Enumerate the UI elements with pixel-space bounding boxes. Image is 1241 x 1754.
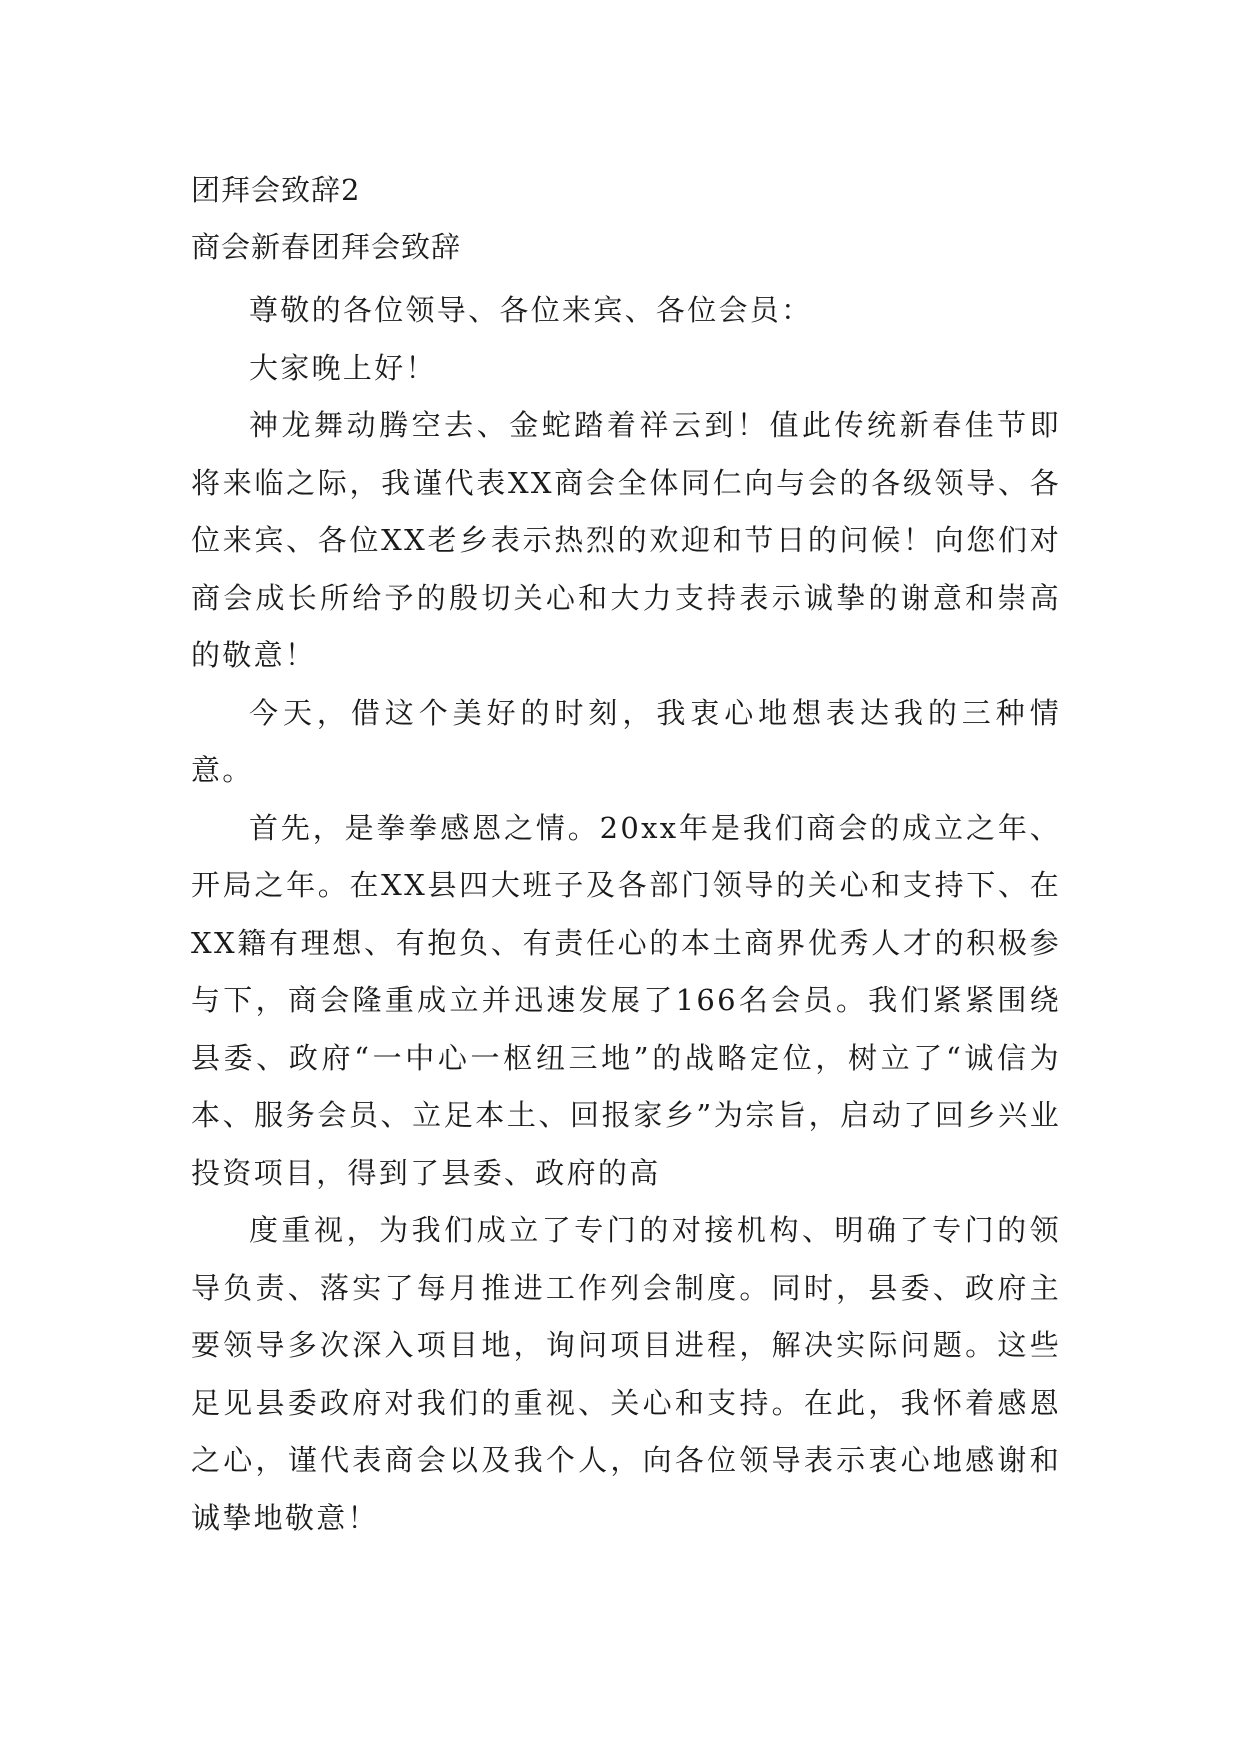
document-title-line-1: 团拜会致辞2 [191, 173, 361, 207]
paragraph-intro: 今天，借这个美好的时刻，我衷心地想表达我的三种情意。 [191, 695, 1061, 787]
paragraph-welcome: 神龙舞动腾空去、金蛇踏着祥云到！值此传统新春佳节即将来临之际，我谨代表XX商会全体同仁向与会的各级领导、各位来宾、各位XX老乡表示热烈的欢迎和节日的问候！向您们对商会成长所给予的殷切关心和大力支持表示诚挚的谢意和崇高的敬意！ [191, 408, 1061, 672]
document-title-line-2: 商会新春团拜会致辞 [191, 230, 462, 264]
paragraph-salutation: 尊敬的各位领导、各位来宾、各位会员： [249, 293, 813, 327]
document-body [191, 162, 1061, 1547]
paragraph-greeting: 大家晚上好！ [249, 350, 437, 385]
paragraph-gratitude-continued: 度重视，为我们成立了专门的对接机构、明确了专门的领导负责、落实了每月推进工作列会制度。同时，县委、政府主要领导多次深入项目地，询问项目进程，解决实际问题。这些足见县委政府对我们的重视、关心和支持。在此，我怀着感恩之心，谨代表商会以及我个人，向各位领导表示衷心地感谢和诚挚地敬意！ [191, 1213, 1061, 1535]
paragraph-gratitude: 首先，是拳拳感恩之情。20xx年是我们商会的成立之年、开局之年。在XX县四大班子及各部门领导的关心和支持下、在XX籍有理想、有抱负、有责任心的本土商界优秀人才的积极参与下，商会隆重成立并迅速发展了166名会员。我们紧紧围绕县委、政府“一中心一枢纽三地”的战略定位，树立了“诚信为本、服务会员、立足本土、回报家乡”为宗旨，启动了回乡兴业投资项目，得到了县委、政府的高 [191, 810, 1061, 1190]
